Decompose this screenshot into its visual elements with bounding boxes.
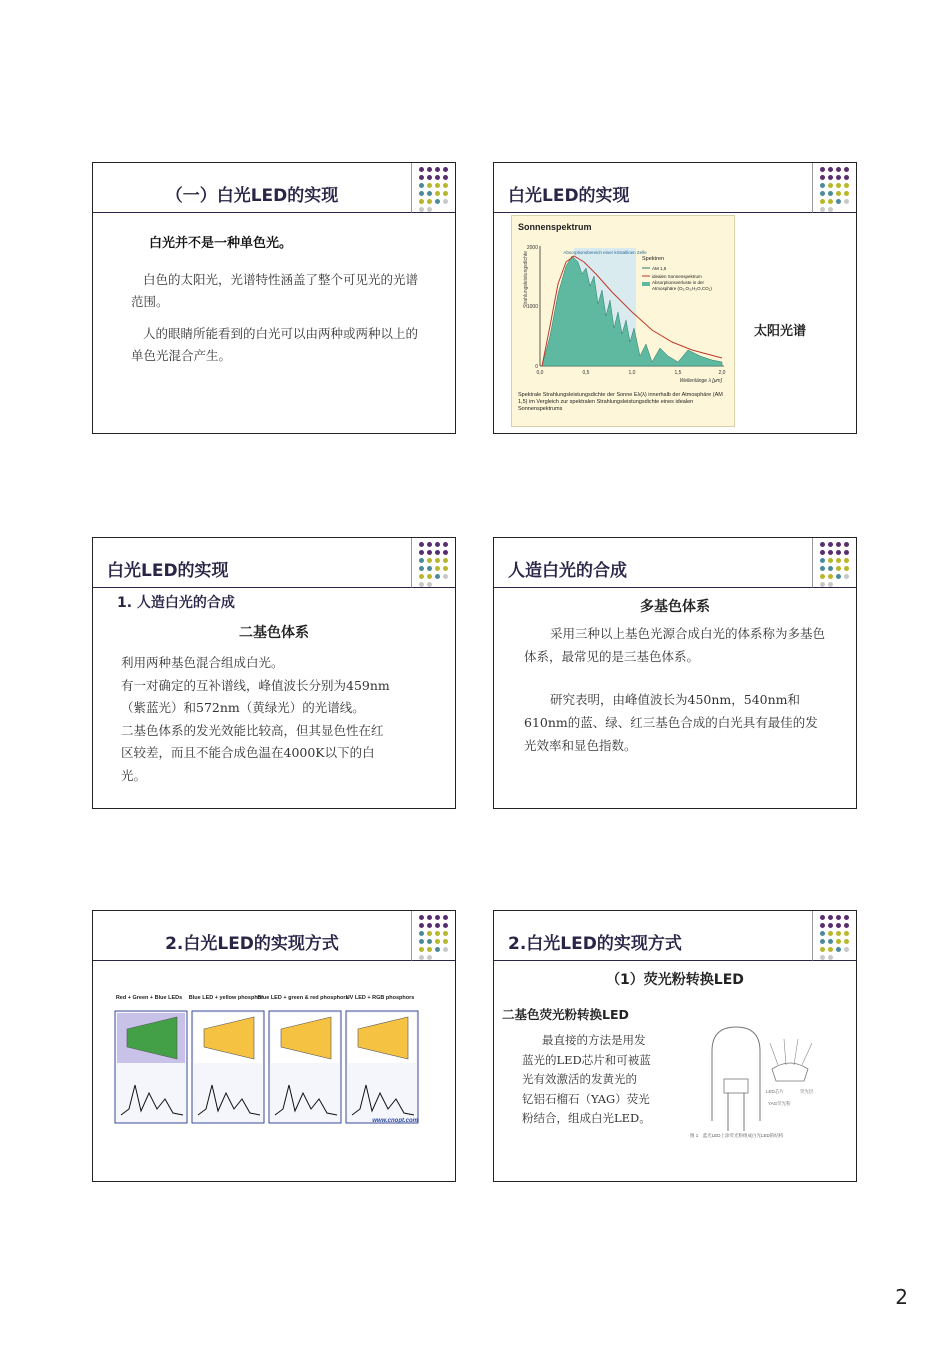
decor-dot: [427, 167, 432, 172]
decor-dot: [828, 207, 833, 212]
decor-dot: [419, 931, 424, 936]
decor-dot: [828, 923, 833, 928]
decor-dot: [443, 923, 448, 928]
paragraph: 人的眼睛所能看到的白光可以由两种或两种以上的单色光混合产生。: [131, 326, 419, 363]
decor-dot: [844, 955, 849, 960]
decor-dot: [435, 550, 440, 555]
decor-dot: [419, 183, 424, 188]
paragraph: 研究表明，由峰值波长为450nm，540nm和610nm的蓝、绿、红三基色合成的白光具有最佳的发光效率和显色指数。: [524, 692, 818, 753]
decor-dot: [828, 574, 833, 579]
panel-label: UV LED + RGB phosphors: [345, 995, 415, 1001]
decor-dot: [443, 550, 448, 555]
decor-dot: [427, 915, 432, 920]
decor-dot: [435, 558, 440, 563]
slide-6: [493, 910, 857, 1182]
decor-dot: [836, 207, 841, 212]
decor-dot: [820, 199, 825, 204]
decor-dot: [443, 175, 448, 180]
led-structure-figure: [688, 1021, 848, 1139]
decor-dot: [427, 550, 432, 555]
decor-dot: [820, 550, 825, 555]
decor-dot: [435, 939, 440, 944]
decor-dot: [820, 931, 825, 936]
figure-label: 荧光层: [800, 1089, 814, 1094]
x-tick: 1,5: [674, 370, 682, 376]
decor-dot: [435, 207, 440, 212]
decor-dot: [836, 183, 841, 188]
dot-grid-icon: [812, 163, 856, 213]
text-line: 蓝光的LED芯片和可被蓝: [522, 1052, 651, 1067]
text-line: 钇铝石榴石（YAG）荧光: [522, 1091, 650, 1106]
decor-dot: [820, 566, 825, 571]
decor-dot: [435, 199, 440, 204]
decor-dot: [419, 558, 424, 563]
slide-5: [92, 910, 456, 1182]
dot-grid-icon: [411, 163, 455, 213]
legend-title: Spektren: [642, 256, 665, 262]
slide-subtitle: （1）荧光粉转换LED: [606, 972, 744, 988]
slide-title: 2.白光LED的实现方式: [93, 911, 411, 961]
decor-dot: [419, 542, 424, 547]
panel-label: Blue LED + yellow phosphor: [188, 995, 264, 1001]
decor-dot: [844, 207, 849, 212]
decor-dot: [427, 574, 432, 579]
text-line: 区较差，而且不能合成色温在4000K以下的白: [121, 745, 375, 761]
decor-dot: [836, 915, 841, 920]
decor-dot: [427, 542, 432, 547]
dot-grid-icon: [411, 538, 455, 588]
y-tick: 2000: [526, 245, 538, 251]
figure-label: YAG荧光粉: [768, 1101, 791, 1106]
decor-dot: [443, 574, 448, 579]
decor-dot: [836, 574, 841, 579]
decor-dot: [443, 566, 448, 571]
decor-dot: [427, 582, 432, 587]
text-line: 光有效激活的发黄光的: [522, 1072, 637, 1086]
decor-dot: [820, 947, 825, 952]
decor-dot: [844, 931, 849, 936]
decor-dot: [419, 923, 424, 928]
decor-dot: [828, 167, 833, 172]
slide-title: 人造白光的合成: [494, 538, 812, 588]
decor-dot: [419, 947, 424, 952]
led-methods-figure: [113, 989, 421, 1129]
decor-dot: [443, 199, 448, 204]
text-line: 有一对确定的互补谱线，峰值波长分别为459nm: [121, 677, 390, 693]
slide-subtitle: 1. 人造白光的合成: [117, 595, 235, 611]
decor-dot: [836, 947, 841, 952]
decor-dot: [820, 582, 825, 587]
decor-dot: [443, 931, 448, 936]
decor-dot: [844, 550, 849, 555]
decor-dot: [435, 923, 440, 928]
figure-label: LED芯片: [766, 1089, 784, 1094]
decor-dot: [844, 558, 849, 563]
decor-dot: [828, 955, 833, 960]
decor-dot: [836, 175, 841, 180]
decor-dot: [427, 923, 432, 928]
slide-title: 2.白光LED的实现方式: [494, 911, 812, 961]
figure-caption: 图 1 蓝光LED上涂荧光粉组成白光LED的结构: [690, 1133, 784, 1138]
decor-dot: [836, 923, 841, 928]
decor-dot: [443, 955, 448, 960]
decor-dot: [435, 183, 440, 188]
decor-dot: [427, 199, 432, 204]
decor-dot: [844, 191, 849, 196]
dot-grid-icon: [812, 538, 856, 588]
legend-item: idealen Sonnenspektrum: [652, 274, 702, 279]
slide-1: [92, 162, 456, 434]
decor-dot: [427, 939, 432, 944]
decor-dot: [820, 207, 825, 212]
decor-dot: [435, 542, 440, 547]
decor-dot: [435, 931, 440, 936]
dot-grid-icon: [411, 911, 455, 961]
x-tick: 0,5: [582, 370, 590, 376]
legend-item: AM 1,5: [652, 266, 667, 271]
slide-heading: 二基色体系: [239, 625, 309, 641]
decor-dot: [419, 191, 424, 196]
slide-3: [92, 537, 456, 809]
decor-dot: [419, 199, 424, 204]
decor-dot: [828, 550, 833, 555]
decor-dot: [435, 955, 440, 960]
solar-spectrum-figure: [511, 215, 735, 427]
decor-dot: [443, 915, 448, 920]
decor-dot: [419, 167, 424, 172]
slide-title: 白光LED的实现: [93, 538, 411, 588]
slide-title: 白光LED的实现: [494, 163, 812, 213]
paragraph: 白色的太阳光，光谱特性涵盖了整个可见光的光谱范围。: [131, 272, 419, 309]
y-tick: 0: [535, 364, 538, 370]
decor-dot: [443, 582, 448, 587]
decor-dot: [828, 199, 833, 204]
figure-caption: 太阳光谱: [754, 324, 807, 339]
decor-dot: [844, 199, 849, 204]
x-tick: 1,0: [628, 370, 636, 376]
slide-heading: 多基色体系: [640, 599, 710, 615]
decor-dot: [435, 566, 440, 571]
y-axis-label: Strahlungsleistungsdichte: [523, 251, 529, 308]
decor-dot: [820, 191, 825, 196]
decor-dot: [828, 582, 833, 587]
decor-dot: [844, 175, 849, 180]
text-line: 光。: [121, 767, 147, 783]
decor-dot: [836, 931, 841, 936]
decor-dot: [427, 931, 432, 936]
legend-item: Absorptionsverluste in der Atmosphäre (O₂,O₃,H₂O,CO₂): [652, 280, 712, 291]
decor-dot: [435, 915, 440, 920]
decor-dot: [844, 582, 849, 587]
decor-dot: [820, 955, 825, 960]
decor-dot: [828, 191, 833, 196]
decor-dot: [820, 923, 825, 928]
decor-dot: [419, 574, 424, 579]
decor-dot: [828, 931, 833, 936]
decor-dot: [836, 582, 841, 587]
decor-dot: [820, 939, 825, 944]
decor-dot: [443, 947, 448, 952]
decor-dot: [427, 183, 432, 188]
paragraph: 采用三种以上基色光源合成白光的体系称为多基色体系，最常见的是三基色体系。: [524, 626, 826, 664]
decor-dot: [427, 566, 432, 571]
decor-dot: [828, 939, 833, 944]
decor-dot: [820, 558, 825, 563]
slide-2: [493, 162, 857, 434]
figure-footnote: Spektrale Strahlungsleistungsdichte der Sonne Eλ(λ) innerhalb der Atmosphäre (AM 1,5) im Vergleich zur spektralen Strahlungsleistungsdichte eines idealen Sonnenspektrums: [518, 392, 723, 412]
decor-dot: [435, 175, 440, 180]
decor-dot: [419, 582, 424, 587]
decor-dot: [820, 915, 825, 920]
decor-dot: [836, 550, 841, 555]
decor-dot: [828, 558, 833, 563]
decor-dot: [419, 955, 424, 960]
slide-title: （一）白光LED的实现: [93, 163, 411, 213]
decor-dot: [443, 542, 448, 547]
decor-dot: [844, 915, 849, 920]
decor-dot: [844, 566, 849, 571]
x-tick: 0,0: [536, 370, 544, 376]
slide-heading: 二基色荧光粉转换LED: [502, 1007, 629, 1022]
decor-dot: [828, 175, 833, 180]
y-tick: 1000: [526, 304, 538, 310]
decor-dot: [419, 550, 424, 555]
decor-dot: [427, 207, 432, 212]
decor-dot: [820, 167, 825, 172]
decor-dot: [836, 566, 841, 571]
dot-grid-icon: [812, 911, 856, 961]
decor-dot: [427, 191, 432, 196]
decor-dot: [820, 183, 825, 188]
decor-dot: [443, 939, 448, 944]
text-line: 利用两种基色混合组成白光。: [121, 655, 284, 670]
text-line: 二基色体系的发光效能比较高，但其显色性在红: [121, 722, 384, 738]
decor-dot: [427, 558, 432, 563]
decor-dot: [836, 167, 841, 172]
figure-heading: Sonnenspektrum: [518, 222, 592, 232]
decor-dot: [443, 167, 448, 172]
decor-dot: [836, 558, 841, 563]
decor-dot: [419, 175, 424, 180]
decor-dot: [427, 947, 432, 952]
page-number: 2: [895, 1285, 908, 1309]
decor-dot: [435, 947, 440, 952]
decor-dot: [435, 574, 440, 579]
decor-dot: [443, 558, 448, 563]
text-line: 最直接的方法是用发: [542, 1033, 646, 1047]
decor-dot: [443, 191, 448, 196]
decor-dot: [419, 566, 424, 571]
decor-dot: [836, 939, 841, 944]
decor-dot: [844, 939, 849, 944]
decor-dot: [828, 915, 833, 920]
band-label: Absorptionsbereich einer kristallinen Zelle: [563, 250, 647, 255]
decor-dot: [828, 542, 833, 547]
decor-dot: [419, 939, 424, 944]
slide-heading: 白光并不是一种单色光。: [149, 236, 293, 251]
decor-dot: [419, 207, 424, 212]
x-axis-label: Wellenlänge λ [μm]: [679, 378, 722, 384]
decor-dot: [828, 947, 833, 952]
decor-dot: [820, 574, 825, 579]
decor-dot: [836, 542, 841, 547]
panel-label: Red + Green + Blue LEDs: [115, 995, 183, 1001]
decor-dot: [820, 175, 825, 180]
decor-dot: [844, 574, 849, 579]
text-line: 粉结合，组成白光LED。: [522, 1111, 651, 1125]
decor-dot: [844, 167, 849, 172]
decor-dot: [844, 183, 849, 188]
watermark: www.cnopt.com: [372, 1118, 418, 1124]
decor-dot: [443, 183, 448, 188]
decor-dot: [427, 955, 432, 960]
decor-dot: [844, 542, 849, 547]
decor-dot: [836, 955, 841, 960]
decor-dot: [443, 207, 448, 212]
decor-dot: [435, 191, 440, 196]
decor-dot: [828, 183, 833, 188]
slide-4: [493, 537, 857, 809]
decor-dot: [844, 947, 849, 952]
decor-dot: [435, 167, 440, 172]
decor-dot: [820, 542, 825, 547]
decor-dot: [828, 566, 833, 571]
decor-dot: [435, 582, 440, 587]
decor-dot: [844, 923, 849, 928]
decor-dot: [427, 175, 432, 180]
decor-dot: [836, 191, 841, 196]
decor-dot: [419, 915, 424, 920]
text-line: （紫蓝光）和572nm（黄绿光）的光谱线。: [121, 700, 365, 716]
panel-label: Blue LED + green & red phosphors: [257, 995, 349, 1001]
decor-dot: [836, 199, 841, 204]
x-tick: 2,0: [718, 370, 726, 376]
